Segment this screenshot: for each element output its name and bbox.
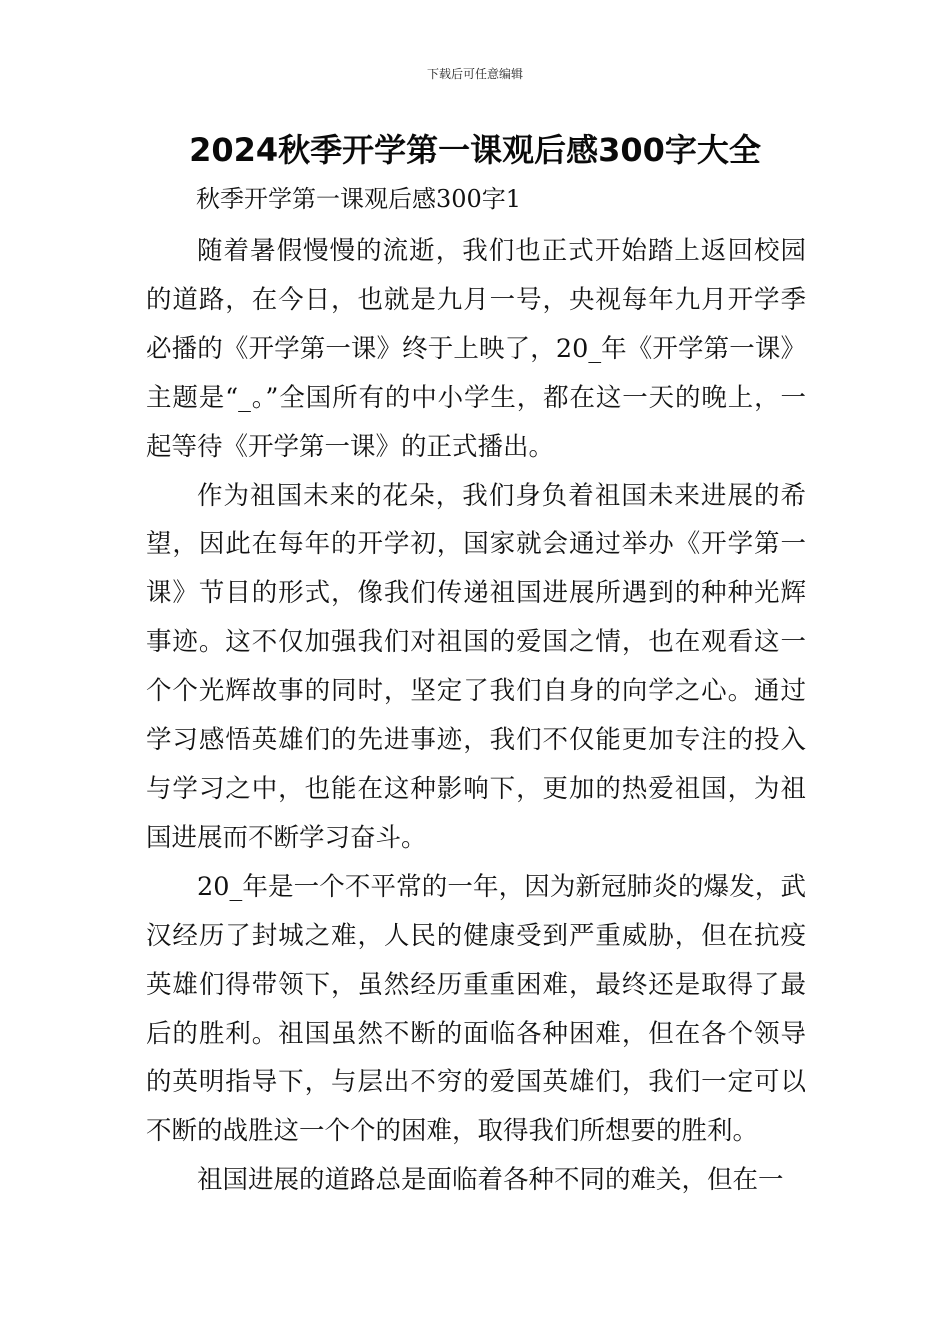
paragraph: 作为祖国未来的花朵，我们身负着祖国未来进展的希望，因此在每年的开学初，国家就会通过举办《开学第一课》节目的形式，像我们传递祖国进展所遇到的种种光辉事迹。这不仅加强我们对祖国的爱国之情，也在观看这一个个光辉故事的同时，坚定了我们自身的向学之心。通过学习感悟英雄们的先进事迹，我们不仅能更加专注的投入与学习之中，也能在这种影响下，更加的热爱祖国，为祖国进展而不断学习奋斗。 (146, 480, 806, 853)
paragraph: 随着暑假慢慢的流逝，我们也正式开始踏上返回校园的道路，在今日，也就是九月一号，央视每年九月开学季必播的《开学第一课》终于上映了，20_年《开学第一课》主题是“_。”全国所有的中小学生，都在这一天的晚上，一起等待《开学第一课》的正式播出。 (146, 236, 806, 462)
section-subtitle: 秋季开学第一课观后感300字1 (196, 185, 522, 213)
body-text (146, 227, 806, 1205)
paragraph: 20_年是一个不平常的一年，因为新冠肺炎的爆发，武汉经历了封城之难，人民的健康受到严重威胁，但在抗疫英雄们得带领下，虽然经历重重困难，最终还是取得了最后的胜利。祖国虽然不断的面临各种困难，但在各个领导的英明指导下，与层出不穷的爱国英雄们，我们一定可以不断的战胜这一个个的困难，取得我们所想要的胜利。 (146, 871, 806, 1147)
header-note: 下载后可任意编辑 (426, 67, 523, 81)
document-title: 2024秋季开学第一课观后感300字大全 (189, 131, 761, 169)
paragraph: 祖国进展的道路总是面临着各种不同的难关，但在一 (197, 1165, 784, 1196)
